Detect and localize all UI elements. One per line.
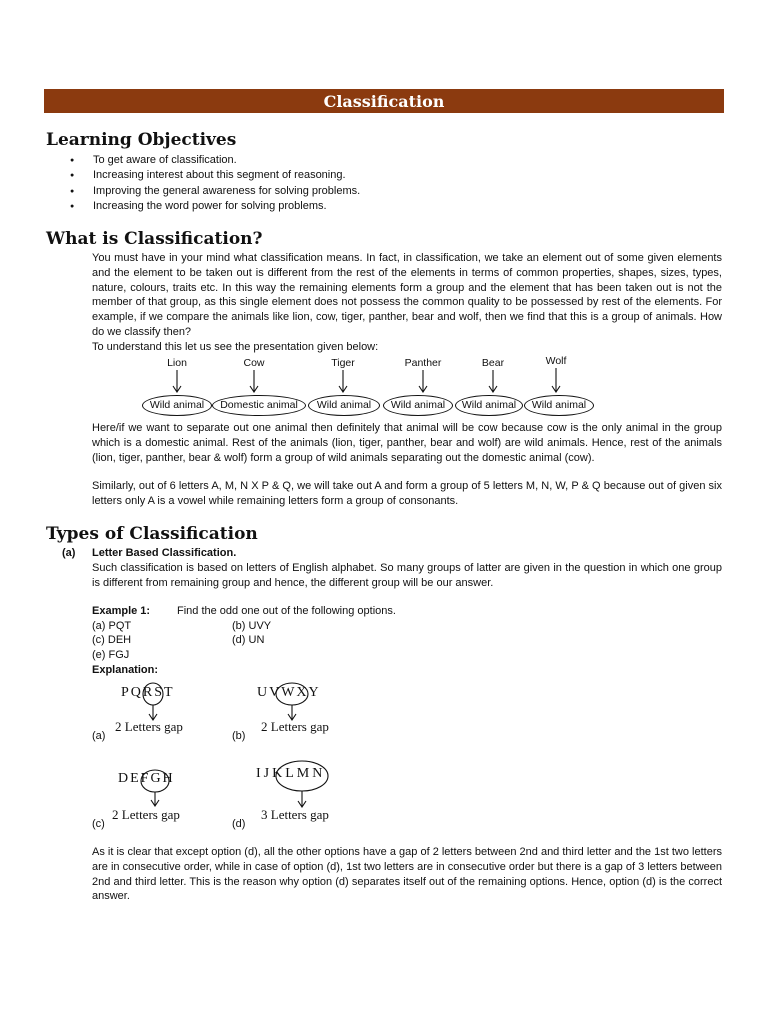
animal-type-oval: Domestic animal [212, 395, 306, 416]
animal-type-oval: Wild animal [455, 395, 523, 416]
intro-paragraph: You must have in your mind what classification means. In fact, in classification, we take an element out of some given elements and the element to be taken out is different from the rest of the elements in terms of common properties, shapes, sizes, types, nature, colours, traits etc. In this way the remaining elements form a group and the element that has been taken out is not the member of that group, as this single element does not possess the common quality to be possessed by rest of the elements. For example, if we compare the animals like lion, cow, tiger, panther, bear and wolf, then we find that this is a group of animals. How do we classify then? [92, 252, 722, 338]
gap-note: 2 Letters gap [112, 807, 180, 822]
animal-name: Lion [167, 357, 187, 369]
page-title: Classification [323, 92, 445, 111]
explanation-label: Explanation: [92, 664, 159, 676]
animal-type-oval: Wild animal [524, 395, 594, 416]
animal-type-oval: Wild animal [383, 395, 453, 416]
animal-type-oval: Wild animal [308, 395, 380, 416]
letter-sequence: UVWXY [257, 685, 321, 700]
figure-label: (d) [232, 818, 246, 830]
list-item: ● Increasing interest about this segment of reasoning. [70, 168, 360, 183]
letter-sequence: IJKLMN [256, 766, 326, 781]
letter-sequence: PQRST [121, 685, 175, 700]
example-label: Example 1: [92, 605, 151, 617]
figure-label: (c) [92, 818, 105, 830]
option-e: (e) FGJ [92, 649, 130, 661]
animal-type-oval: Wild animal [142, 395, 212, 416]
animal-name: Bear [481, 357, 505, 369]
subsection-label: (a) [62, 547, 76, 559]
figure-label: (b) [232, 730, 246, 742]
animal-name: Wolf [545, 355, 567, 367]
example-text: Find the odd one out of the following options. [177, 605, 396, 617]
gap-note: 3 Letters gap [261, 807, 329, 822]
figure-label: (a) [92, 730, 106, 742]
what-is-classification-heading: What is Classification? [46, 229, 263, 249]
subsection-paragraph: Such classification is based on letters of English alphabet. So many groups of latter are given in the question in which one group is different from remaining group and hence, the different group will be our answer. [92, 562, 722, 589]
conclusion-paragraph: As it is clear that except option (d), all the other options have a gap of 2 letters between 2nd and third letter and the 1st two letters are in consecutive order, while in case of option (d), 1st two letters are in consecutive order but there is a gap of 3 letters between 2nd and third letter. This is the reason why option (d) separates itself out of the remaining options. Hence, option (d) is the correct answer. [92, 846, 722, 903]
letters-paragraph: Similarly, out of 6 letters A, M, N X P & Q, we will take out A and form a group of 5 letters M, N, W, P & Q because out of given six letters only A is a vowel while remaining letters form a group of consonants. [92, 480, 722, 507]
animal-name: Tiger [331, 357, 355, 369]
gap-note: 2 Letters gap [115, 719, 183, 734]
animal-name: Cow [243, 357, 265, 369]
list-item: ● To get aware of classification. [70, 153, 360, 168]
list-item: ● Increasing the word power for solving problems. [70, 199, 360, 214]
learning-objectives-heading: Learning Objectives [46, 130, 237, 150]
option-c: (c) DEH [92, 634, 132, 646]
option-d: (d) UN [232, 634, 265, 646]
option-a: (a) PQT [92, 620, 132, 632]
list-item: ● Improving the general awareness for solving problems. [70, 184, 360, 199]
gap-note: 2 Letters gap [261, 719, 329, 734]
letter-sequence: DEFGH [118, 771, 175, 786]
subsection-title: Letter Based Classification. [92, 547, 237, 559]
types-of-classification-heading: Types of Classification [46, 524, 258, 544]
explanation-paragraph: Here/if we want to separate out one animal then definitely that animal will be cow because cow is the only animal in the group which is a domestic animal. Rest of the animals (lion, tiger, panther, bear and wolf) are wild animals. Hence, rest of the animals (lion, tiger, panther, bear & wolf) form a group of wild animals separating out the domestic animal (cow). [92, 422, 722, 464]
animal-name: Panther [404, 357, 442, 369]
presentation-intro: To understand this let us see the presentation given below: [92, 341, 379, 353]
option-b: (b) UVY [232, 620, 272, 632]
